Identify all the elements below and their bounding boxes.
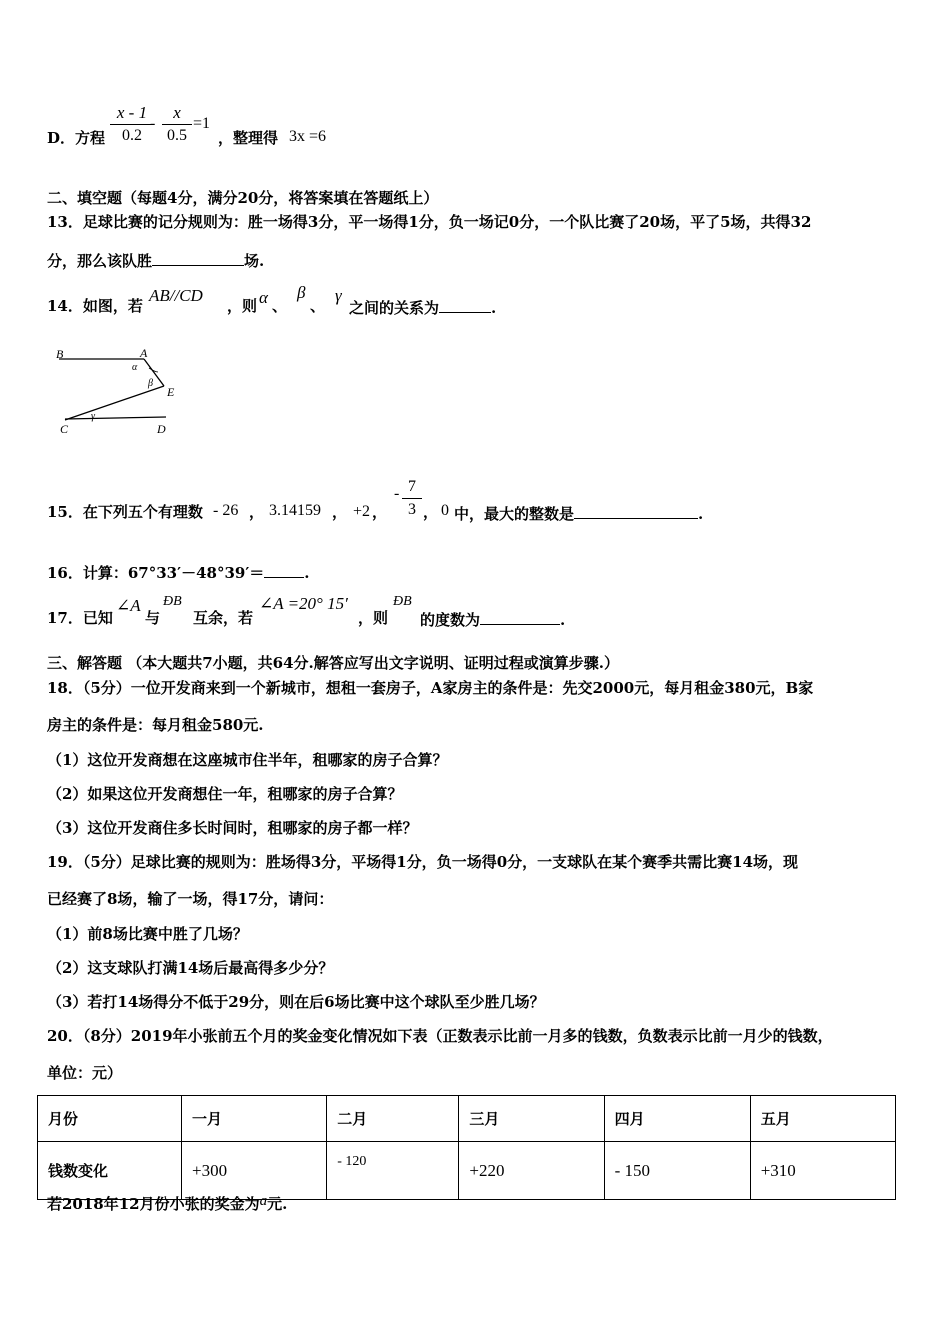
section-3-title: 三、解答题 （本大题共7小题，共64分.解答应写出文字说明、证明过程或演算步骤.） bbox=[47, 654, 619, 672]
table-header-row bbox=[38, 1096, 896, 1142]
q20-line1: 20．（8分）2019年小张前五个月的奖金变化情况如下表（正数表示比前一月多的钱数，负数表示比前一月少的钱数， bbox=[47, 1027, 833, 1045]
figure-gamma: γ bbox=[91, 411, 95, 422]
angle-a-condition: ∠A =20° 15′ bbox=[259, 594, 348, 613]
q14-post: 之间的关系为 . bbox=[349, 296, 496, 318]
value-cell: - 120 bbox=[327, 1142, 459, 1200]
line-ae bbox=[144, 359, 164, 386]
row-label-cell: 钱数变化 bbox=[38, 1142, 182, 1200]
value-cell: +310 bbox=[750, 1142, 895, 1200]
q14-then: ，则 bbox=[227, 297, 258, 315]
q18-part3: （3）这位开发商住多长时间时，租哪家的房子都一样？ bbox=[47, 819, 418, 837]
q13-line1: 13．足球比赛的记分规则为：胜一场得3分，平一场得1分，负一场记0分，一个队比赛了20场，平了5场，共得32 bbox=[47, 213, 812, 231]
neg-sign: - bbox=[394, 485, 400, 502]
q20-line2: 单位：元） bbox=[47, 1064, 123, 1082]
option-d-label: D．方程 bbox=[47, 129, 106, 147]
angle-b-2: ÐB bbox=[393, 594, 412, 609]
q17-with: 与 bbox=[145, 609, 161, 627]
table-row bbox=[38, 1142, 896, 1200]
q19-part3: （3）若打14场得分不低于29分，则在后6场比赛中这个球队至少胜几场？ bbox=[47, 993, 545, 1011]
fraction-1: $\frac{x - 1}{0.2}$ bbox=[110, 102, 154, 147]
q18-part1: （1）这位开发商想在这座城市住半年，租哪家的房子合算？ bbox=[47, 751, 448, 769]
q17-mid: 互余，若 bbox=[193, 609, 254, 627]
q18-line1: 18．（5分）一位开发商来到一个新城市，想租一套房子，A家房主的条件是：先交2000元，每月租金380元，B家 bbox=[47, 679, 814, 697]
q13-answer-blank[interactable] bbox=[152, 249, 244, 266]
comma-1: ， bbox=[249, 503, 265, 521]
angle-a: ∠A bbox=[116, 596, 141, 615]
q19-line1: 19．（5分）足球比赛的规则为：胜场得3分，平场得1分，负一场得0分，一支球队在某个赛季共需比赛14场，现 bbox=[47, 853, 799, 871]
header-cell: 三月 bbox=[459, 1096, 604, 1142]
header-cell: 二月 bbox=[327, 1096, 459, 1142]
option-d-mid: ，整理得 bbox=[218, 129, 279, 147]
figure-beta: β bbox=[148, 378, 153, 389]
comma-4: ， bbox=[423, 503, 439, 521]
q19-part2: （2）这支球队打满14场后最高得多少分？ bbox=[47, 959, 334, 977]
value-cell: - 150 bbox=[604, 1142, 750, 1200]
q14-answer-blank[interactable] bbox=[439, 296, 491, 313]
q17-post: 的度数为 . bbox=[420, 608, 565, 630]
q18-part2: （2）如果这位开发商想住一年，租哪家的房子合算？ bbox=[47, 785, 403, 803]
q18-line2: 房主的条件是：每月租金580元. bbox=[47, 716, 264, 734]
q16-answer-blank[interactable] bbox=[264, 561, 304, 578]
geometry-figure bbox=[45, 340, 195, 440]
q17-pre: 17．已知 bbox=[47, 609, 113, 627]
q17-then: ，则 bbox=[358, 609, 389, 627]
minus-sign: - bbox=[150, 115, 156, 132]
q19-part1: （1）前8场比赛中胜了几场？ bbox=[47, 925, 248, 943]
value-cell: +300 bbox=[182, 1142, 327, 1200]
beta-symbol: β bbox=[297, 283, 306, 302]
q19-line2: 已经赛了8场，输了一场，得17分，请问： bbox=[47, 890, 334, 908]
num-zero: 0 bbox=[441, 502, 449, 519]
comma-2: ， bbox=[332, 503, 348, 521]
q20-after: 若2018年12月份小张的奖金为a元. bbox=[47, 1193, 288, 1213]
variable-a: a bbox=[259, 1193, 268, 1209]
q16-line: 16．计算：67°33′－48°39′＝ . bbox=[47, 561, 310, 583]
q14-condition: AB//CD bbox=[149, 286, 203, 305]
point-a-label: A bbox=[140, 346, 148, 360]
q15-answer-blank[interactable] bbox=[574, 502, 698, 519]
num-pi-approx: 3.14159 bbox=[269, 502, 321, 519]
num-plus2: +2 bbox=[353, 503, 371, 520]
num-minus26: - 26 bbox=[213, 502, 239, 519]
line-cd bbox=[65, 417, 166, 419]
header-cell: 一月 bbox=[182, 1096, 327, 1142]
point-d-label: D bbox=[157, 422, 166, 436]
fraction-2: $\frac{x}{0.5}$ bbox=[162, 102, 192, 147]
comma-3: ， bbox=[372, 503, 388, 521]
q13-line2: 分，那么该队胜 场. bbox=[47, 249, 264, 271]
point-e-label: E bbox=[167, 385, 175, 399]
value-cell: +220 bbox=[459, 1142, 604, 1200]
figure-alpha: α bbox=[132, 362, 138, 373]
q17-answer-blank[interactable] bbox=[480, 608, 560, 625]
point-c-label: C bbox=[60, 422, 69, 436]
fraction-7-3: $\frac{7}{3}$ bbox=[402, 476, 422, 521]
header-cell: 月份 bbox=[38, 1096, 182, 1142]
bonus-change-table bbox=[37, 1095, 896, 1200]
point-b-label: B bbox=[56, 347, 64, 361]
header-cell: 五月 bbox=[750, 1096, 895, 1142]
angle-b: ÐB bbox=[163, 594, 182, 609]
option-d-result: 3x =6 bbox=[289, 128, 327, 145]
q15-post: 中，最大的整数是 . bbox=[454, 502, 703, 524]
separator-2: 、 bbox=[310, 297, 326, 315]
header-cell: 四月 bbox=[604, 1096, 750, 1142]
gamma-symbol: γ bbox=[335, 286, 342, 305]
section-2-title: 二、填空题（每题4分，满分20分，将答案填在答题纸上） bbox=[47, 189, 439, 207]
separator-1: 、 bbox=[272, 297, 288, 315]
equals-one: =1 bbox=[193, 115, 211, 132]
line-ec bbox=[65, 386, 164, 420]
alpha-symbol: α bbox=[259, 288, 268, 307]
q15-pre: 15．在下列五个有理数 bbox=[47, 503, 203, 521]
q14-line: 14．如图，若 bbox=[47, 297, 143, 315]
